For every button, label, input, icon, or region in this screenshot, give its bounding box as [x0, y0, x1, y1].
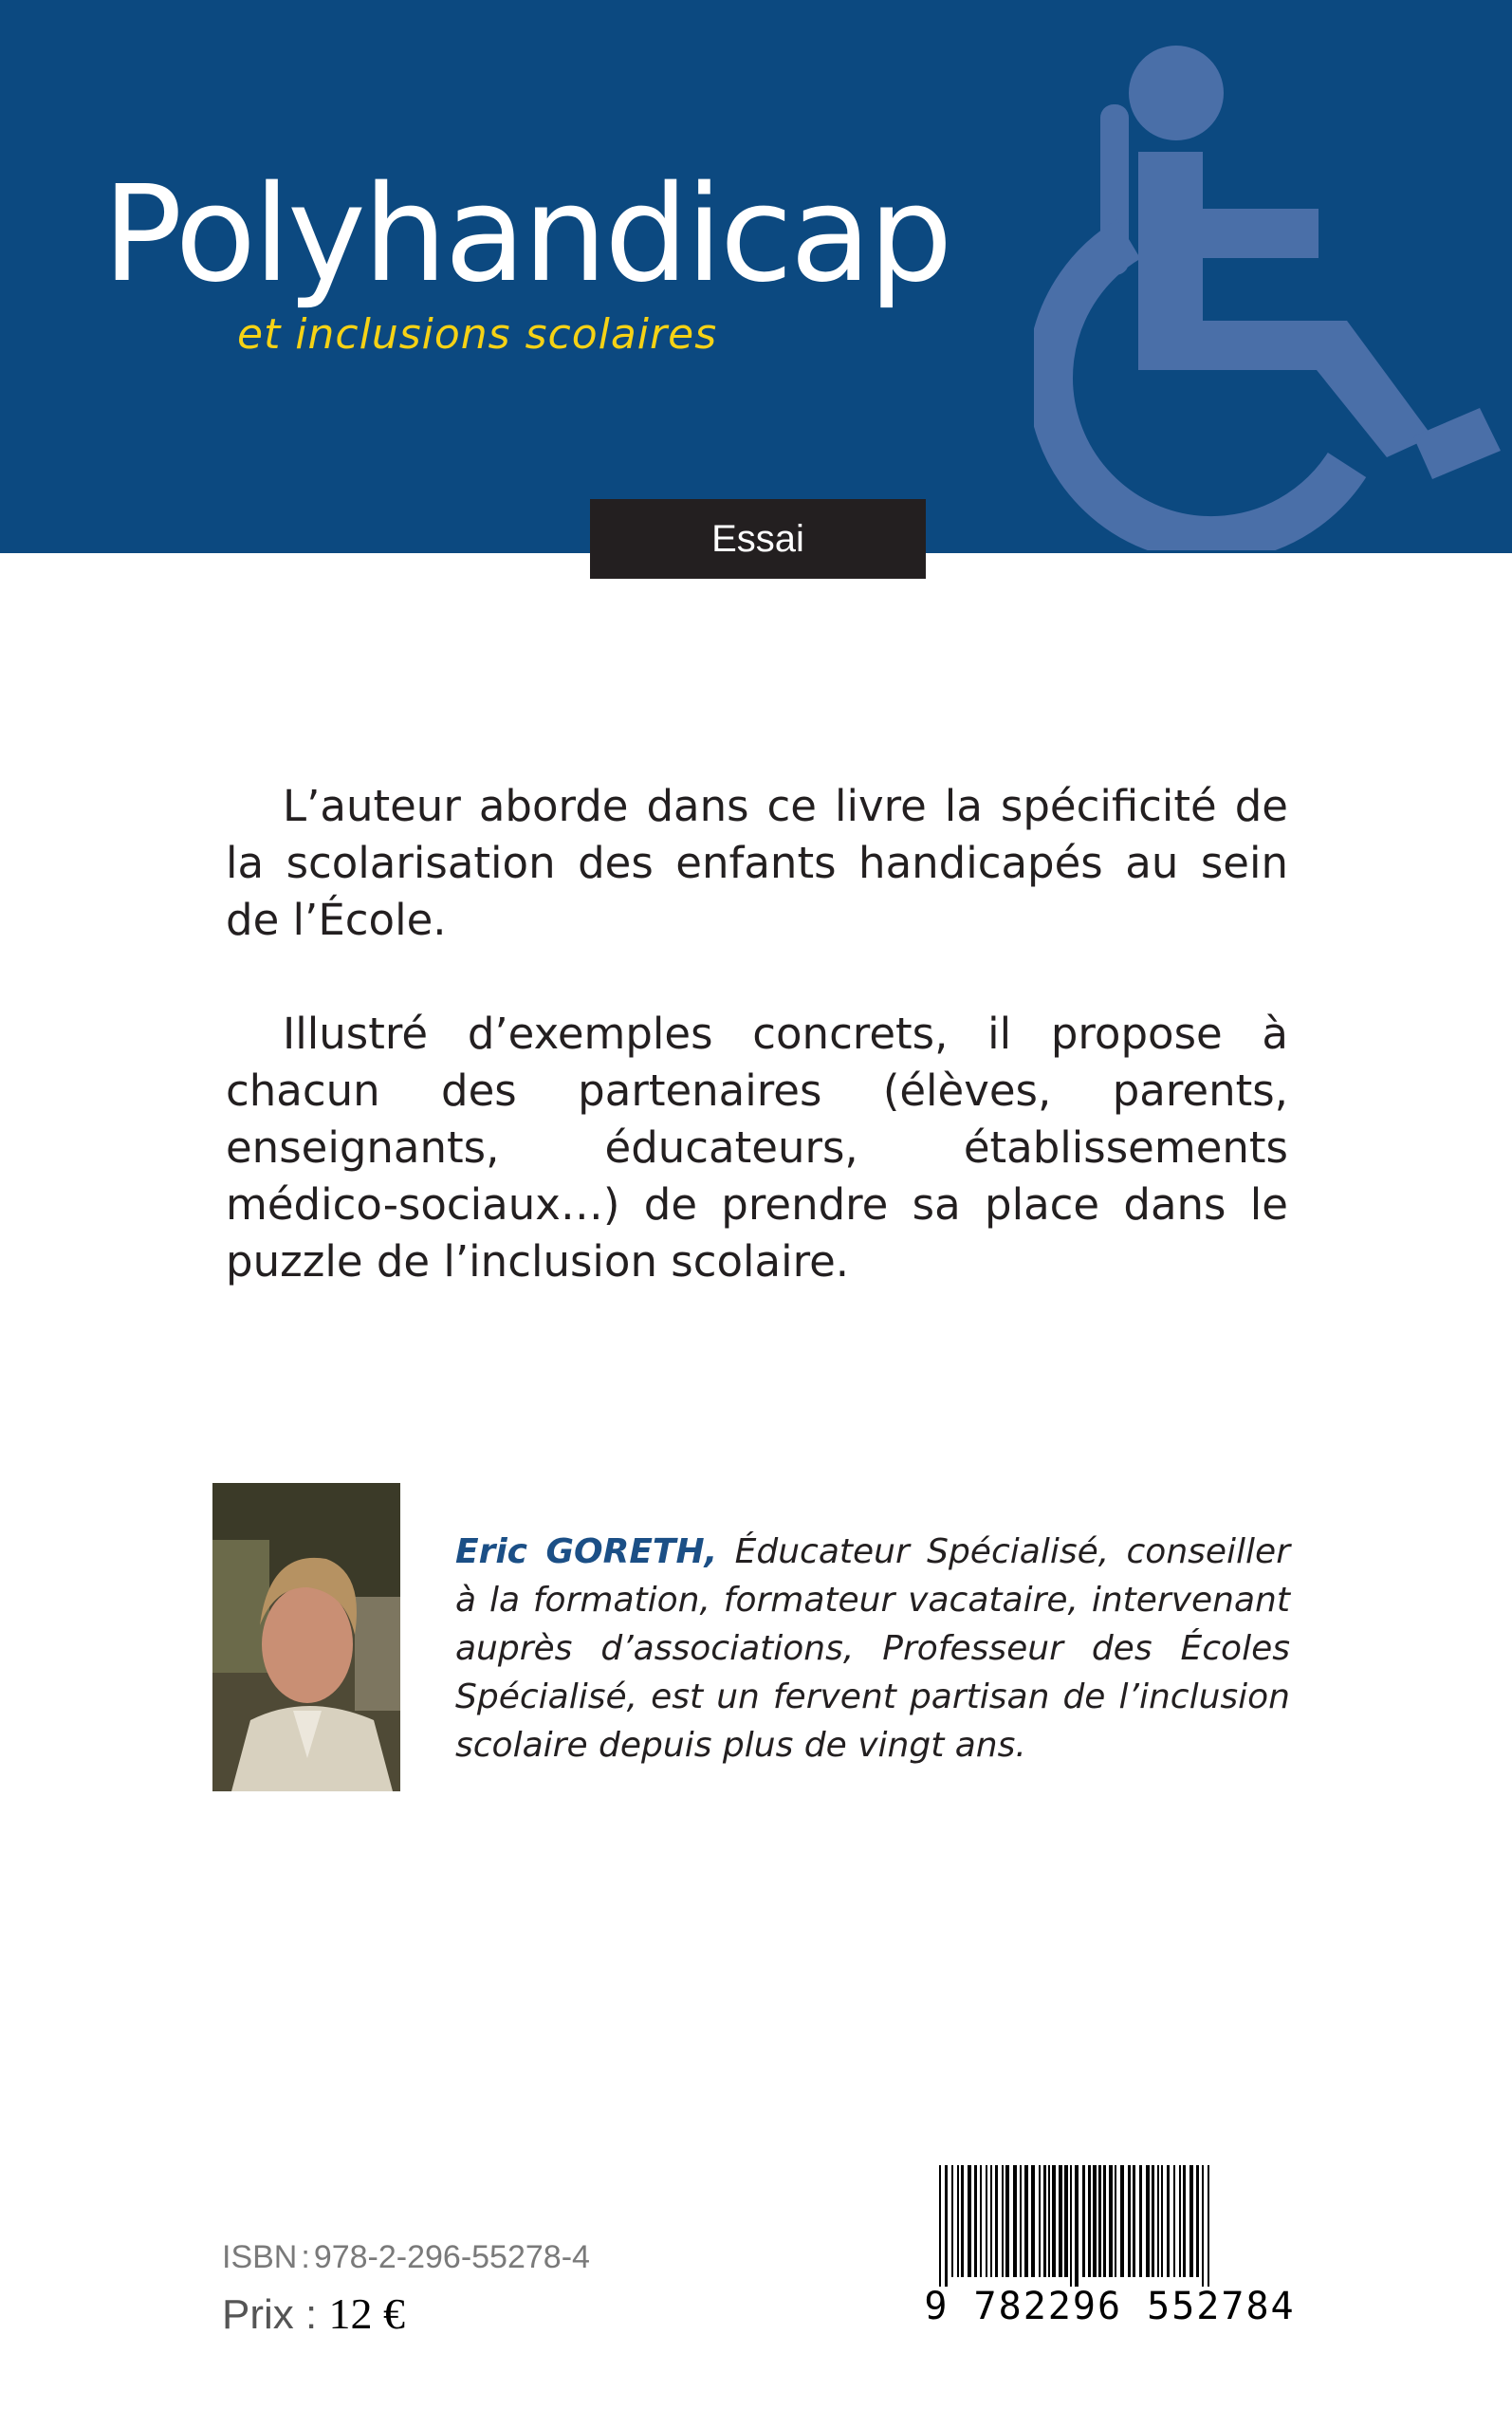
price — [222, 2289, 405, 2339]
barcode-bar — [1189, 2165, 1193, 2277]
barcode-bar — [986, 2165, 987, 2277]
barcode-bar — [961, 2165, 964, 2277]
barcode-bar — [1098, 2165, 1101, 2277]
barcode-bars — [933, 2165, 1290, 2287]
barcode-bar — [1167, 2165, 1170, 2277]
barcode-bar — [1013, 2165, 1017, 2277]
barcode-bar — [1161, 2165, 1163, 2277]
barcode-bar — [1157, 2165, 1159, 2277]
barcode-bar — [1024, 2165, 1028, 2277]
barcode-bar — [990, 2165, 992, 2277]
barcode-bar — [939, 2165, 941, 2287]
barcode-bar — [1183, 2165, 1186, 2277]
isbn-separator: : — [301, 2239, 310, 2275]
barcode-bar — [974, 2165, 977, 2277]
barcode-bar — [1075, 2165, 1079, 2287]
barcode-bar — [968, 2165, 971, 2277]
barcode-bar — [980, 2165, 982, 2277]
barcode-bar — [1088, 2165, 1091, 2277]
isbn-label: ISBN — [222, 2239, 298, 2275]
barcode-bar — [945, 2165, 948, 2287]
barcode-bar — [1031, 2165, 1035, 2277]
barcode-bar — [1109, 2165, 1113, 2277]
barcode-digits: 9 782296 552784 — [924, 2285, 1296, 2328]
barcode-bar — [951, 2165, 953, 2277]
description-paragraph: Illustré d’exemples concrets, il propose à chacun des partenaires (élèves, parents, enseignants, éducateurs, établissements médico-sociaux…) de prendre sa place dans le puzzle de l’inclusion scolaire. — [226, 1009, 1288, 1287]
barcode-bar — [1052, 2165, 1056, 2277]
barcode-bar — [1020, 2165, 1022, 2277]
author-bio — [455, 1528, 1290, 1770]
barcode-bar — [1139, 2165, 1142, 2277]
isbn — [222, 2239, 590, 2276]
barcode-bar — [1093, 2165, 1097, 2277]
barcode-bar — [1208, 2165, 1209, 2287]
barcode-bar — [1196, 2165, 1199, 2277]
barcode-bar — [1128, 2165, 1131, 2277]
book-title: Polyhandicap — [102, 158, 950, 312]
barcode-bar — [1173, 2165, 1175, 2277]
barcode-bar — [1115, 2165, 1116, 2277]
cover-header — [0, 0, 1512, 553]
barcode-bar — [1064, 2165, 1068, 2277]
wheelchair-icon — [1034, 19, 1512, 550]
author-photo — [212, 1483, 400, 1791]
barcode-bar — [1048, 2165, 1050, 2277]
barcode-bar — [1070, 2165, 1072, 2287]
price-value: 12 € — [328, 2289, 405, 2338]
barcode-bar — [995, 2165, 998, 2277]
barcode-bar — [957, 2165, 959, 2277]
barcode-bar — [1133, 2165, 1135, 2277]
barcode-bar — [1005, 2165, 1009, 2277]
barcode-bar — [1103, 2165, 1106, 2277]
book-description — [226, 778, 1288, 1347]
barcode-bar — [1082, 2165, 1085, 2277]
description-paragraph: L’auteur aborde dans ce livre la spécificité de la scolarisation des enfants handicapés au sein de l’École. — [226, 781, 1288, 945]
barcode-bar — [1152, 2165, 1154, 2277]
barcode-bar — [1059, 2165, 1062, 2277]
author-name: Eric GORETH, — [455, 1532, 718, 1571]
genre-label: Essai — [711, 518, 804, 560]
isbn-value: 978-2-296-55278-4 — [313, 2239, 590, 2275]
barcode-bar — [1179, 2165, 1181, 2277]
price-label: Prix : — [222, 2291, 318, 2338]
author-bio-text: Éducateur Spécialisé, conseiller à la formation, formateur vacataire, intervenant auprès d’associations, Professeur des Écoles Spécialisé, est un fervent partisan de l’inclusion scolaire depuis plus de vingt ans. — [455, 1532, 1290, 1765]
barcode-bar — [1202, 2165, 1204, 2287]
barcode-bar — [1120, 2165, 1124, 2277]
barcode-bar — [1043, 2165, 1046, 2277]
barcode-bar — [1002, 2165, 1004, 2277]
barcode-bar — [1039, 2165, 1041, 2277]
book-subtitle: et inclusions scolaires — [237, 310, 718, 359]
barcode-bar — [1146, 2165, 1150, 2277]
